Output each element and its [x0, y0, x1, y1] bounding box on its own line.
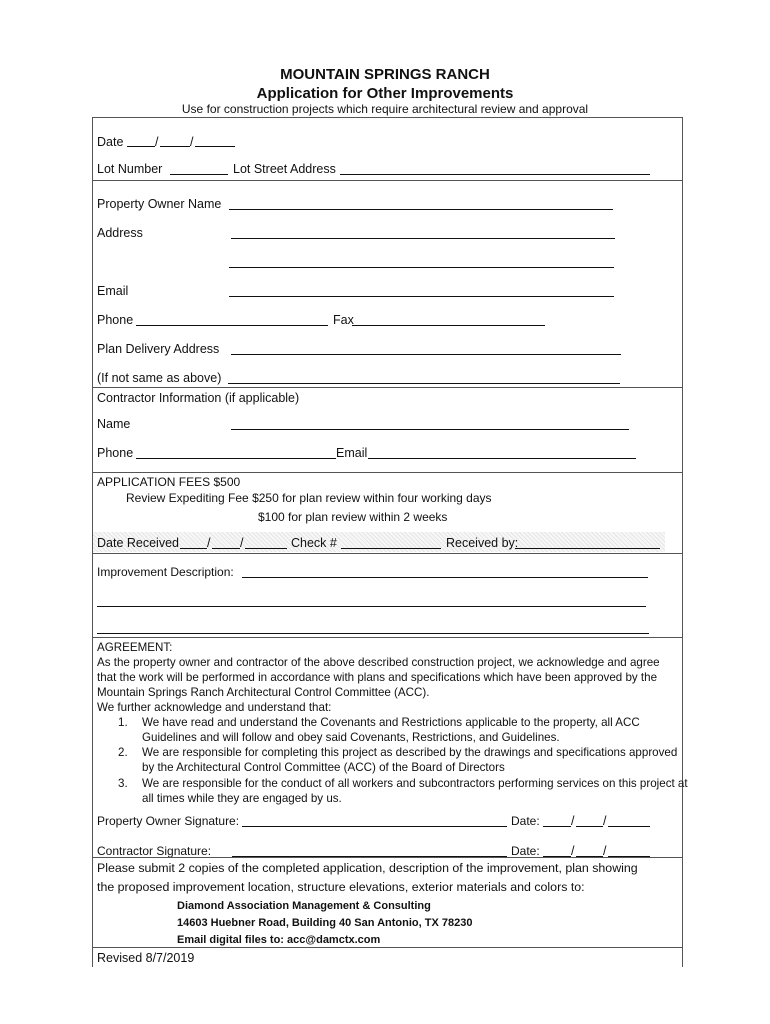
address-field-1[interactable]	[231, 238, 615, 239]
check-number-field[interactable]	[341, 548, 441, 549]
lot-number-field[interactable]	[170, 174, 228, 175]
improvement-description-field-3[interactable]	[97, 633, 649, 634]
lot-street-field[interactable]	[340, 174, 650, 175]
agreement-item	[118, 776, 690, 806]
section-divider	[92, 387, 682, 388]
address-field-2[interactable]	[229, 267, 614, 268]
owner-signature-date-label: Date:	[511, 814, 540, 828]
fees-expedite-line: Review Expediting Fee $250 for plan review within four working days	[126, 491, 492, 505]
phone-field[interactable]	[136, 325, 328, 326]
owner-name-field[interactable]	[229, 209, 613, 210]
plan-delivery-label: Plan Delivery Address	[97, 342, 220, 356]
agreement-item	[118, 745, 690, 775]
check-number-label: Check #	[291, 536, 337, 550]
owner-signature-label: Property Owner Signature:	[97, 814, 240, 828]
contractor-email-field[interactable]	[368, 458, 636, 459]
agreement-understand-line: We further acknowledge and understand that:	[97, 701, 332, 714]
contractor-email-label: Email	[336, 446, 368, 460]
contractor-phone-field[interactable]	[136, 458, 336, 459]
email-label: Email	[97, 284, 129, 298]
date-day-field[interactable]	[160, 146, 190, 147]
date-separator: /	[603, 814, 607, 828]
management-address: 14603 Huebner Road, Building 40 San Antonio, TX 78230	[177, 917, 473, 929]
section-divider	[92, 472, 682, 473]
item-number: 3.	[118, 777, 128, 790]
lot-street-label: Lot Street Address	[233, 162, 336, 176]
submit-instructions-line1: Please submit 2 copies of the completed application, description of the improvement, plan showing	[97, 861, 638, 875]
section-divider	[92, 637, 682, 638]
date-separator: /	[240, 536, 244, 550]
item-number: 2.	[118, 746, 128, 759]
revision-date: Revised 8/7/2019	[97, 951, 195, 965]
fax-field[interactable]	[352, 325, 545, 326]
if-not-same-label: (If not same as above)	[97, 371, 222, 385]
improvement-description-label: Improvement Description:	[97, 565, 234, 579]
date-separator: /	[571, 814, 575, 828]
organization-title: MOUNTAIN SPRINGS RANCH	[280, 66, 490, 83]
date-separator: /	[190, 135, 194, 149]
date-separator: /	[571, 844, 575, 858]
section-divider	[92, 857, 682, 858]
section-divider	[92, 117, 682, 118]
contractor-signature-label: Contractor Signature:	[97, 844, 212, 858]
phone-label: Phone	[97, 313, 134, 327]
improvement-description-field-1[interactable]	[242, 577, 648, 578]
address-label: Address	[97, 226, 143, 240]
fax-label: Fax	[333, 313, 354, 327]
date-separator: /	[155, 135, 159, 149]
date-separator: /	[603, 844, 607, 858]
lot-number-label: Lot Number	[97, 162, 163, 176]
owner-date-month-field[interactable]	[543, 826, 571, 827]
date-received-label: Date Received	[97, 536, 179, 550]
date-received-year-field[interactable]	[245, 548, 287, 549]
agreement-item	[118, 715, 690, 745]
agreement-paragraph: As the property owner and contractor of the above described construction project, we acknowledge and agree that the work will be performed in accordance with plans and specifications which have been approved by the Mountain Springs Ranch Architectural Control Committee (ACC).	[97, 656, 660, 699]
item-text: We are responsible for the conduct of all workers and subcontractors performing services on this project at all times while they are engaged by us.	[142, 777, 688, 805]
agreement-heading: AGREEMENT:	[97, 641, 173, 654]
item-text: We have read and understand the Covenants and Restrictions applicable to the property, all ACC Guidelines and will follow and obey said Covenants, Restrictions, and Guidelines.	[142, 716, 640, 744]
form-border-right	[682, 117, 683, 967]
received-by-label: Received by:	[446, 536, 519, 550]
date-month-field[interactable]	[127, 146, 155, 147]
contractor-name-field[interactable]	[231, 429, 629, 430]
date-separator: /	[207, 536, 211, 550]
contractor-phone-label: Phone	[97, 446, 134, 460]
section-divider	[92, 180, 682, 181]
submit-instructions-line2: the proposed improvement location, structure elevations, exterior materials and colors to:	[97, 880, 585, 894]
owner-date-year-field[interactable]	[608, 826, 650, 827]
date-received-day-field[interactable]	[212, 548, 240, 549]
owner-name-label: Property Owner Name	[97, 197, 222, 211]
date-label: Date	[97, 135, 124, 149]
management-company: Diamond Association Management & Consulting	[177, 900, 431, 912]
submit-email: Email digital files to: acc@damctx.com	[177, 934, 381, 946]
improvement-description-field-2[interactable]	[97, 606, 646, 607]
date-received-month-field[interactable]	[180, 548, 207, 549]
contractor-name-label: Name	[97, 417, 131, 431]
item-text: We are responsible for completing this project as described by the drawings and specifications approved by the Architectural Control Committee (ACC) of the Board of Directors	[142, 746, 678, 774]
contractor-info-heading: Contractor Information (if applicable)	[97, 391, 300, 405]
form-subtitle: Use for construction projects which require architectural review and approval	[181, 102, 589, 116]
owner-date-day-field[interactable]	[576, 826, 603, 827]
date-year-field[interactable]	[195, 146, 235, 147]
form-title: Application for Other Improvements	[256, 85, 514, 102]
fees-heading: APPLICATION FEES $500	[97, 475, 241, 489]
contractor-signature-date-label: Date:	[511, 844, 540, 858]
owner-signature-field[interactable]	[242, 826, 507, 827]
item-number: 1.	[118, 716, 128, 729]
plan-delivery-field[interactable]	[231, 354, 621, 355]
received-by-field[interactable]	[515, 548, 660, 549]
email-field[interactable]	[229, 296, 614, 297]
section-divider	[92, 947, 682, 948]
fees-standard-line: $100 for plan review within 2 weeks	[258, 510, 448, 524]
section-divider	[92, 553, 682, 554]
alt-delivery-field[interactable]	[228, 383, 620, 384]
